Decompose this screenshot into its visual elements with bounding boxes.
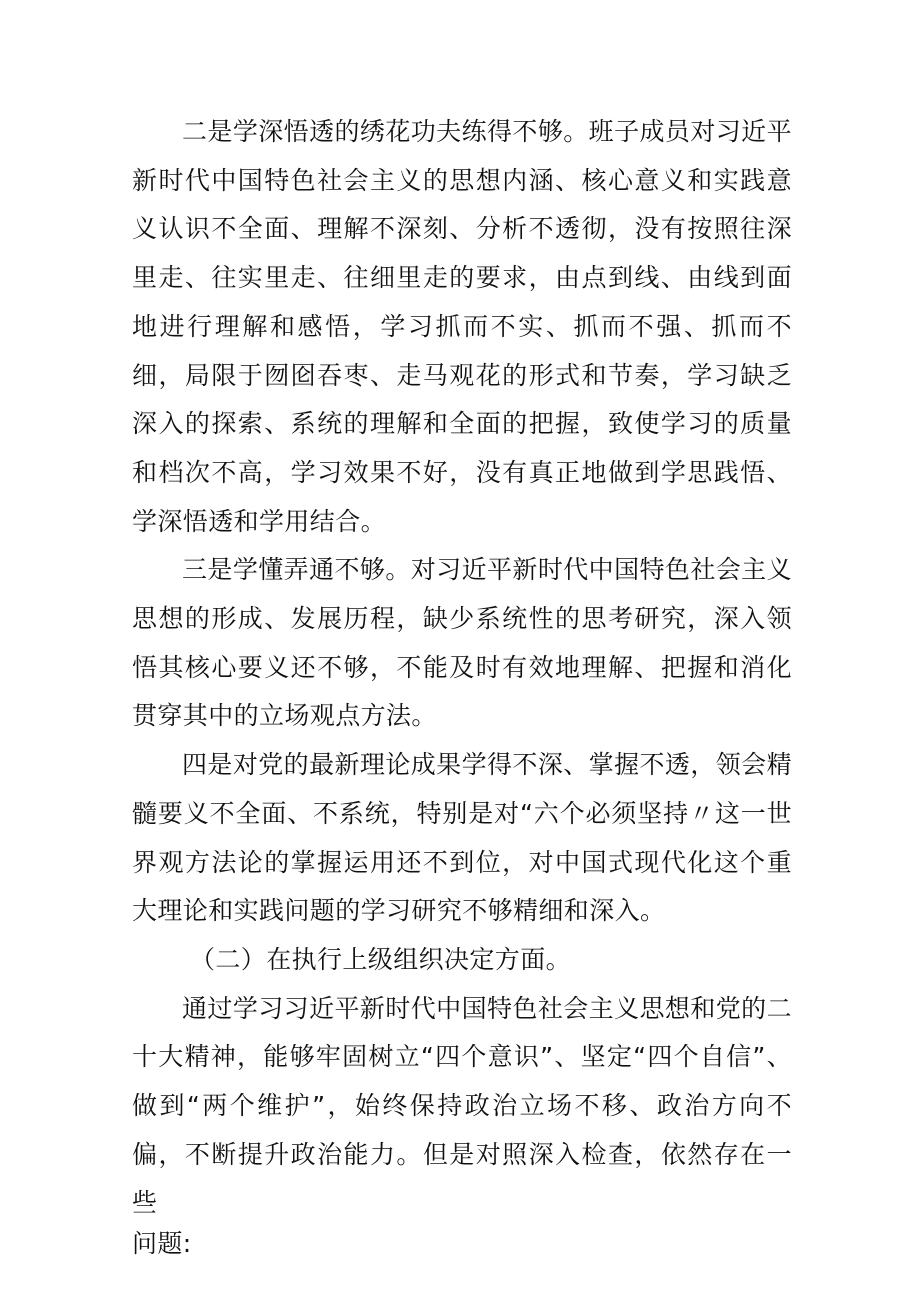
- paragraph-understanding: 三是学懂弄通不够。对习近平新时代中国特色社会主义思想的形成、发展历程，缺少系统性的思考研究，深入领悟其核心要义还不够，不能及时有效地理解、把握和消化贯穿其中的立场观点方法。: [132, 555, 792, 731]
- paragraph-study-depth: 二是学深悟透的绣花功夫练得不够。班子成员对习近平新时代中国特色社会主义的思想内涵、核心意义和实践意义认识不全面、理解不深刻、分析不透彻，没有按照往深里走、往实里走、往细里走的要求，由点到线、由线到面地进行理解和感悟，学习抓而不实、抓而不强、抓而不细，局限于囫囵吞枣、走马观花的形式和节奏，学习缺乏深入的探索、系统的理解和全面的把握，致使学习的质量和档次不高，学习效果不好，没有真正地做到学思践悟、学深悟透和学用结合。: [132, 117, 792, 536]
- trailing-line: 问题:: [132, 1229, 192, 1259]
- paragraph-political-study: 通过学习习近平新时代中国特色社会主义思想和党的二十大精神，能够牢固树立“四个意识”、坚定“四个自信”、做到“两个维护”，始终保持政治立场不移、政治方向不偏，不断提升政治能力。但是对照深入检查，依然存在一些: [132, 993, 792, 1218]
- section-heading-execution: （二）在执行上级组织决定方面。: [190, 944, 572, 974]
- document-body: [132, 108, 792, 1260]
- paragraph-latest-theory: 四是对党的最新理论成果学得不深、掌握不透，领会精髓要义不全面、不系统，特别是对“六个必须坚持〃这一世界观方法论的掌握运用还不到位，对中国式现代化这个重大理论和实践问题的学习研究不够精细和深入。: [132, 750, 792, 926]
